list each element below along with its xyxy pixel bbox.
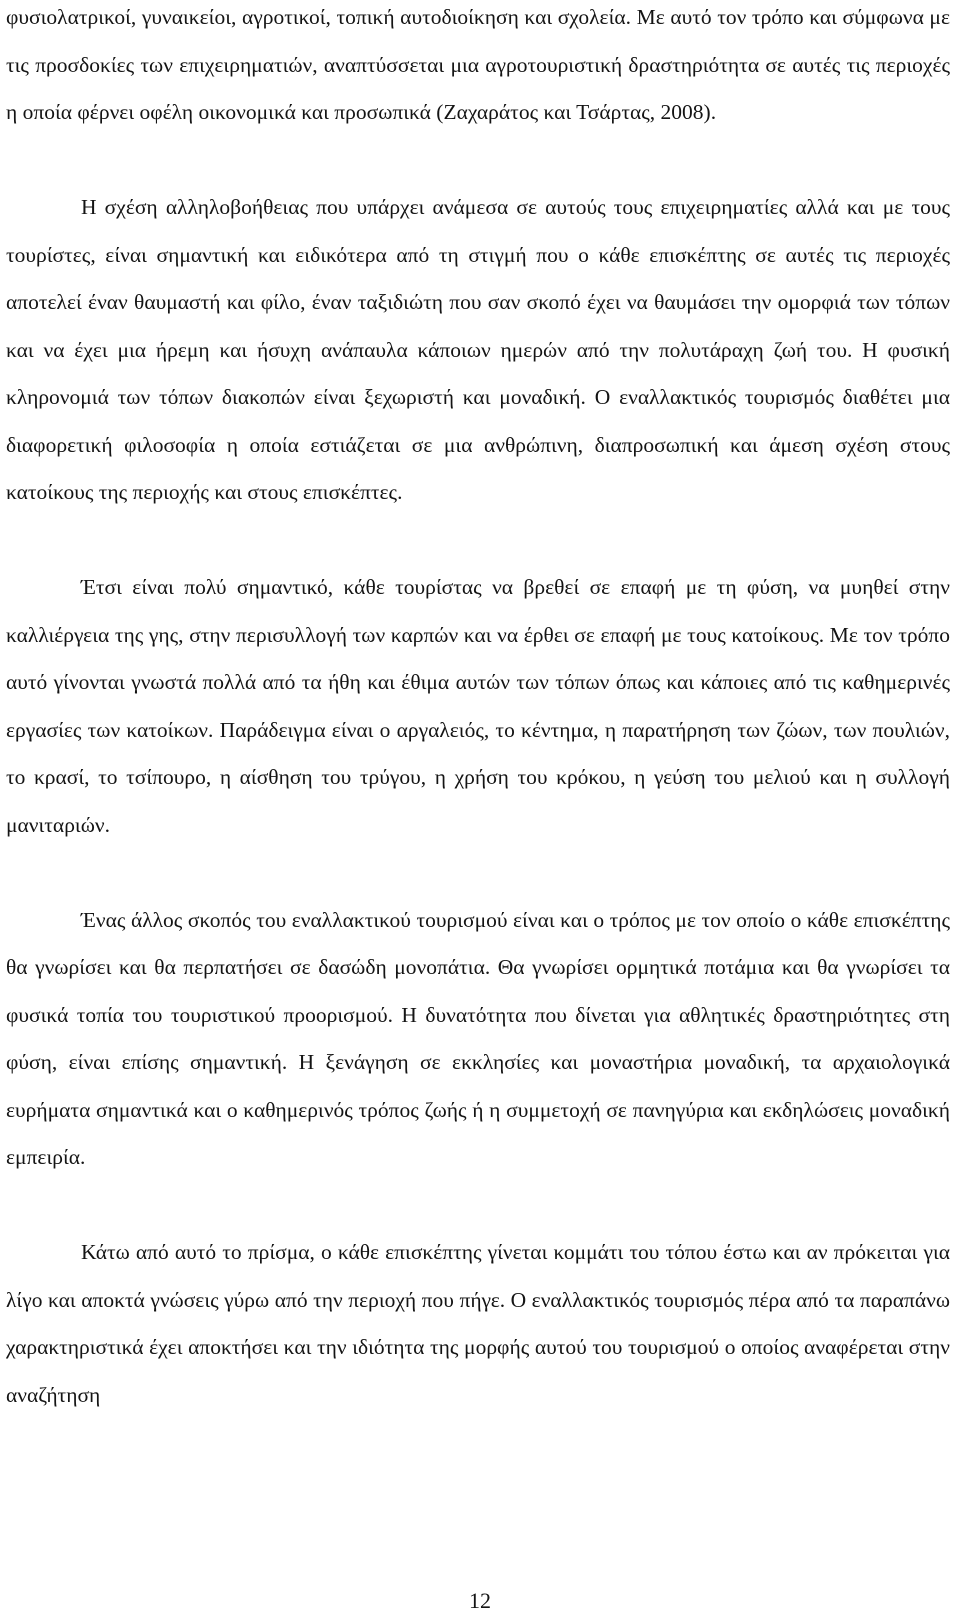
paragraph-another-purpose: Ένας άλλος σκοπός του εναλλακτικού τουρισμού είναι και ο τρόπος με τον οποίο ο κάθε επισκέπτης θα γνωρίσει και θα περπατήσει σε δασώδη μονοπάτια. Θα γνωρίσει ορμητικά ποτάμια και θα γνωρίσει τα φυσικά τοπία του τουριστικού προορισμού. Η δυνατότητα που δίνεται για αθλητικές δραστηριότητες στη φύση, είναι επίσης σημαντική. Η ξενάγηση σε εκκλησίες και μοναστήρια μοναδική, τα αρχαιολογικά ευρήματα σημαντικά και ο καθημερινός τρόπος ζωής ή η συμμετοχή σε πανηγύρια και εκδηλώσεις μοναδική εμπειρία. <box>6 907 950 1169</box>
paragraph-spacer <box>6 1182 950 1230</box>
paragraph-visitor-perspective: Κάτω από αυτό το πρίσμα, ο κάθε επισκέπτης γίνεται κομμάτι του τόπου έστω και αν πρόκειται για λίγο και αποκτά γνώσεις γύρω από την περιοχή που πήγε. Ο εναλλακτικός τουρισμός πέρα από τα παραπάνω χαρακτηριστικά έχει αποκτήσει και την ιδιότητα της μορφής αυτού του τουρισμού ο οποίος αναφέρεται στην αναζήτηση <box>6 1240 950 1407</box>
paragraph-contact-with-nature: Έτσι είναι πολύ σημαντικό, κάθε τουρίστας να βρεθεί σε επαφή με τη φύση, να μυηθεί στην καλλιέργεια της γης, στην περισυλλογή των καρπών και να έρθει σε επαφή με τους κατοίκους. Με τον τρόπο αυτό γίνονται γνωστά πολλά από τα ήθη και έθιμα αυτών των τόπων όπως και κάποιες από τις καθημερινές εργασίες των κατοίκων. Παράδειγμα είναι ο αργαλειός, το κέντημα, η παρατήρηση των ζώων, των πουλιών, το κρασί, το τσίπουρο, η αίσθηση του τρύγου, η χρήση του κρόκου, η γεύση του μελιού και η συλλογή μανιταριών. <box>6 575 950 837</box>
paragraph-continuation: φυσιολατρικοί, γυναικείοι, αγροτικοί, τοπική αυτοδιοίκηση και σχολεία. Με αυτό τον τρόπο και σύμφωνα με τις προσδοκίες των επιχειρηματιών, αναπτύσσεται μια αγροτουριστική δραστηριότητα σε αυτές τις περιοχές η οποία φέρνει οφέλη οικονομικά και προσωπικά (Ζαχαράτος και Τσάρτας, 2008). <box>6 5 950 124</box>
paragraph-spacer <box>6 137 950 185</box>
body-text <box>6 0 950 1419</box>
paragraph-mutual-assistance: Η σχέση αλληλοβοήθειας που υπάρχει ανάμεσα σε αυτούς τους επιχειρηματίες αλλά και με τους τουρίστες, είναι σημαντική και ειδικότερα από τη στιγμή που ο κάθε επισκέπτης σε αυτές τις περιοχές αποτελεί έναν θαυμαστή και φίλο, έναν ταξιδιώτη που σαν σκοπό έχει να θαυμάσει την ομορφιά των τόπων και να έχει μια ήρεμη και ήσυχη ανάπαυλα κάποιων ημερών από την πολυτάραχη ζωή του. Η φυσική κληρονομιά των τόπων διακοπών είναι ξεχωριστή και μοναδική. Ο εναλλακτικός τουρισμός διαθέτει μια διαφορετική φιλοσοφία η οποία εστιάζεται σε μια ανθρώπινη, διαπροσωπική και άμεση σχέση στους κατοίκους της περιοχής και στους επισκέπτες. <box>6 195 950 504</box>
paragraph-spacer <box>6 517 950 565</box>
page-number: 12 <box>469 1588 491 1613</box>
paragraph-spacer <box>6 849 950 897</box>
